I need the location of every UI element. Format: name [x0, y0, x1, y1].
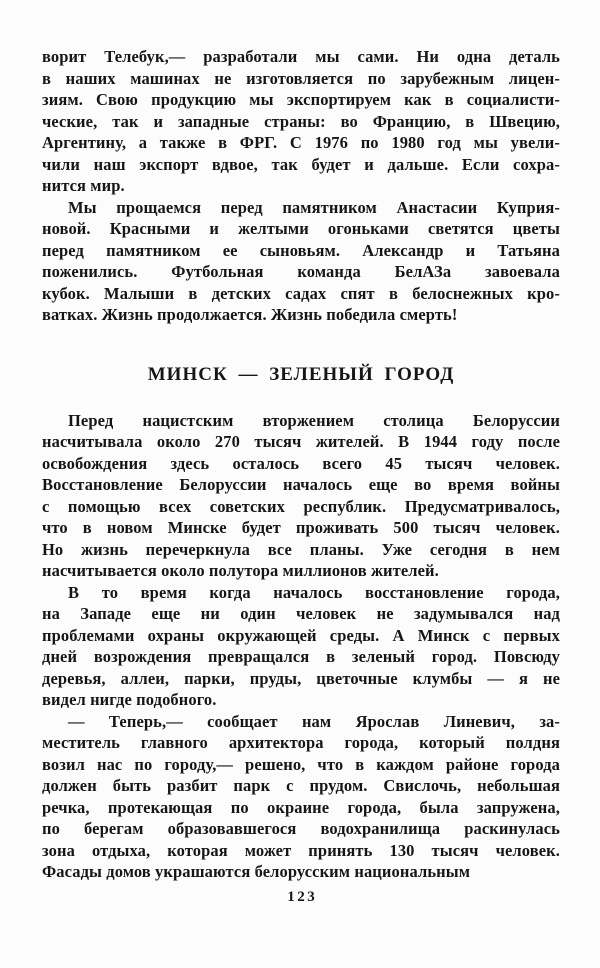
- text-block-top: [42, 46, 560, 326]
- text-line: поженились. Футбольная команда БелАЗа завоевала: [42, 262, 560, 281]
- text-line: возил нас по городу,— решено, что в каждом районе города: [42, 754, 560, 774]
- page-number: 123: [287, 888, 318, 905]
- text-line: В то время когда началось восстановление города,: [68, 582, 560, 602]
- text-line: новой. Красными и желтыми огоньками светятся цветы: [42, 219, 560, 238]
- text-line: проблемами охраны окружающей среды. А Минск с первых: [42, 625, 560, 645]
- text-line: в наших машинах не изготовляется по зарубежным лицен-: [42, 68, 560, 88]
- text-line: что в новом Минске будет проживать 500 тысяч человек.: [42, 518, 560, 537]
- text-line: освобождения здесь осталось всего 45 тысяч человек.: [42, 453, 560, 473]
- text-block-bottom: [42, 410, 560, 883]
- text-line: зиям. Свою продукцию мы экспортируем как в социалисти-: [42, 90, 560, 109]
- text-line: Восстановление Белоруссии началось еще во время войны: [42, 475, 560, 494]
- text-line: меститель главного архитектора города, который полдня: [42, 733, 560, 752]
- text-line: ворит Телебук,— разработали мы сами. Ни одна деталь: [42, 47, 560, 66]
- paragraph: [42, 711, 560, 883]
- text-line: дней возрождения превращался в зеленый город. Повсюду: [42, 647, 560, 666]
- paragraph: [42, 582, 560, 711]
- text-line: чили наш экспорт вдвое, так будет и дальше. Если сохра-: [42, 154, 560, 174]
- text-line: зона отдыха, которая может принять 130 тысяч человек.: [42, 840, 560, 860]
- text-line: насчитывается около полутора миллионов жителей.: [42, 561, 439, 580]
- text-line: Но жизнь перечеркнула все планы. Уже сегодня в нем: [42, 539, 560, 559]
- text-line: кубок. Малыши в детских садах спят в белоснежных кро-: [42, 283, 560, 303]
- text-line: — Теперь,— сообщает нам Ярослав Линевич, за-: [68, 711, 560, 731]
- text-line: с помощью всех советских республик. Предусматривалось,: [42, 496, 560, 516]
- text-line: ватках. Жизнь продолжается. Жизнь победила смерть!: [42, 305, 458, 324]
- text-line: деревья, аллеи, парки, пруды, цветочные клумбы — я не: [42, 668, 560, 688]
- text-line: Аргентину, а также в ФРГ. С 1976 по 1980 год мы увели-: [42, 133, 560, 152]
- text-line: ческие, так и западные страны: во Францию, в Швецию,: [42, 111, 560, 131]
- paragraph: [42, 46, 560, 197]
- text-line: насчитывала около 270 тысяч жителей. В 1944 году после: [42, 432, 560, 451]
- text-line: нится мир.: [42, 176, 125, 195]
- text-line: перед памятником ее сыновьям. Александр и Татьяна: [42, 240, 560, 260]
- text-line: Фасады домов украшаются белорусским национальным: [42, 862, 471, 881]
- text-line: речка, протекающая по окраине города, была запружена,: [42, 797, 560, 817]
- text-line: Перед нацистским вторжением столица Белоруссии: [68, 410, 560, 430]
- text-line: Мы прощаемся перед памятником Анастасии Куприя-: [68, 197, 560, 217]
- paragraph: [42, 197, 560, 326]
- text-line: видел нигде подобного.: [42, 690, 217, 709]
- paragraph: [42, 410, 560, 582]
- chapter-heading: МИНСК — ЗЕЛЕНЫЙ ГОРОД: [147, 363, 455, 385]
- text-line: должен быть разбит парк с прудом. Свислочь, небольшая: [42, 776, 560, 795]
- text-line: по берегам образовавшегося водохранилища раскинулась: [42, 819, 560, 838]
- text-line: на Западе еще ни один человек не задумывался над: [42, 604, 560, 623]
